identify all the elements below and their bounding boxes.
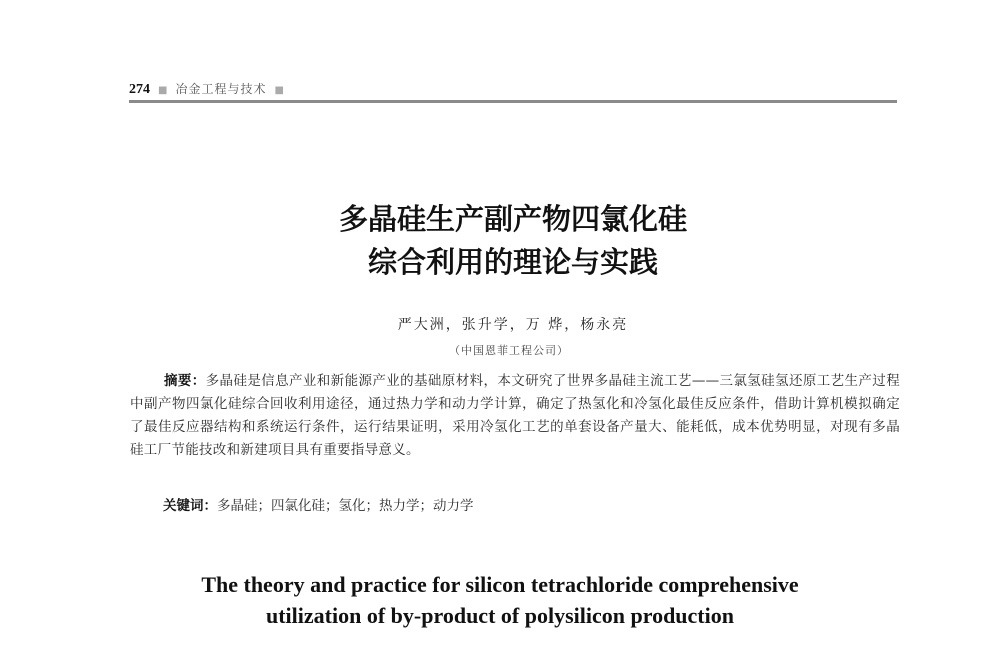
- abstract-text: 多晶硅是信息产业和新能源产业的基础原材料，本文研究了世界多晶硅主流工艺——三氯氢硅氢还原工艺生产过程中副产物四氯化硅综合回收利用途径，通过热力学和动力学计算，确定了热氢化和冷氢化最佳反应条件，借助计算机模拟确定了最佳反应器结构和系统运行条件，运行结果证明，采用冷氢化工艺的单套设备产量大、能耗低，成本优势明显，对现有多晶硅工厂节能技改和新建项目具有重要指导意义。: [130, 373, 900, 458]
- chinese-title: [0, 198, 1000, 284]
- keywords: [163, 495, 900, 518]
- affiliation: （中国恩菲工程公司）: [449, 344, 569, 357]
- english-title-line-2: utilization of by-product of polysilicon production: [266, 603, 734, 628]
- keywords-label: 关键词：: [163, 498, 217, 514]
- page-number: 274: [129, 82, 150, 97]
- separator-square-end: ■: [274, 85, 284, 96]
- english-title: [0, 569, 1000, 631]
- running-head: [129, 80, 284, 98]
- english-title-line-1: The theory and practice for silicon tetrachloride comprehensive: [201, 572, 799, 597]
- abstract: [130, 370, 900, 462]
- abstract-label: 摘要：: [164, 373, 206, 389]
- header-rule: [129, 100, 897, 103]
- journal-name: 冶金工程与技术: [175, 82, 267, 96]
- chinese-title-line-2: 综合利用的理论与实践: [367, 245, 658, 279]
- separator-square: ■: [158, 85, 168, 96]
- chinese-title-line-1: 多晶硅生产副产物四氯化硅: [338, 202, 687, 236]
- keywords-text: 多晶硅；四氯化硅；氢化；热力学；动力学: [217, 498, 474, 514]
- authors: 严大洲，张升学，万 烨，杨永亮: [397, 317, 629, 333]
